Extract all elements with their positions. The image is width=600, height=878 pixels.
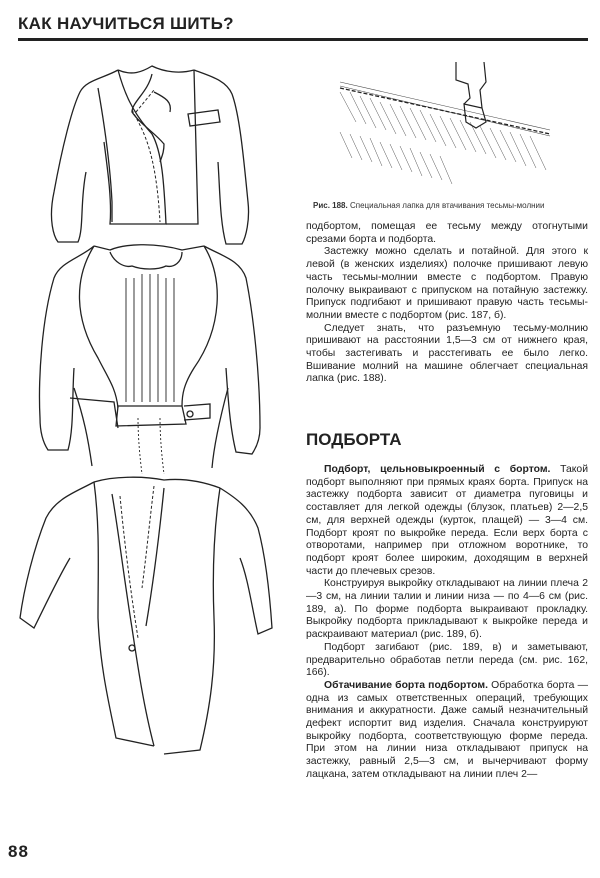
paragraph: [306, 464, 588, 578]
paragraph: [306, 680, 588, 782]
paragraph-body: Такой подборт выполняют при прямых краях борта. Припуск на застежку подборта зависит от диаметра пуговицы и составляет для легкой одежды (блузок, платьев) 2—2,5 см, для верхней одежды (курток, плащей) — 3—4 см. Подборт кроят по выкройке переда. Если верх борта с отворотами, например при отложном воротнике, то подборт кроят более широким, доходящим в верхней части до плечевых срезов.: [306, 464, 588, 577]
figure-caption-label: Рис. 188.: [313, 201, 348, 210]
header-rule: [18, 38, 588, 41]
paragraph-lead: Обтачивание борта подбортом.: [324, 679, 488, 691]
figure-caption: [313, 201, 593, 210]
body-text-section: [306, 464, 588, 782]
jacket-illustration-3: [14, 468, 300, 768]
paragraph: подбортом, помещая ее тесьму между отогнутыми срезами борта и подборта.: [306, 221, 588, 245]
body-text-top: [306, 221, 588, 386]
paragraph: Следует знать, что разъемную тесьму-молнию пришивают на расстоянии 1,5—3 см от нижнего края, чтобы застегивать и расстегивать ее было легко. Вшивание молний на машине облегчает специальная лапка (рис. 188).: [306, 322, 588, 385]
jacket-illustration-2: [14, 238, 300, 478]
sewing-foot-figure: [336, 62, 586, 196]
paragraph-lead: Подборт, цельновыкроенный с бортом.: [324, 464, 551, 475]
figure-caption-text: Специальная лапка для втачивания тесьмы-молнии: [349, 201, 545, 210]
paragraph: Подборт загибают (рис. 189, в) и заметывают, предварительно обработав петли переда (см. рис. 162, 166).: [306, 641, 588, 679]
page-number: 88: [8, 842, 29, 861]
paragraph: Застежку можно сделать и потайной. Для этого к левой (в женских изделиях) полочке пришивают левую часть тесьмы-молнии вместе с подбортом. Правую полочку выкраивают с припуском на потайную застежку. Припуск подгибают и пришивают правую часть тесьмы-молнии вместе с подбортом (рис. 187, б).: [306, 246, 588, 321]
paragraph: Конструируя выкройку откладывают на линии плеча 2—3 см, на линии талии и линии низа — по 4—6 см (рис. 189, а). По форме подборта выкраивают прокладку. Выкройку подборта прикладывают к выкройке переда и раскраивают материал (рис. 189, б).: [306, 578, 588, 641]
jacket-illustration-1: [14, 52, 300, 258]
section-heading: ПОДБОРТА: [306, 430, 402, 449]
running-header: КАК НАУЧИТЬСЯ ШИТЬ?: [18, 14, 234, 33]
paragraph-body: Обработка борта — одна из самых ответственных операций, требующих внимания и аккуратности. Даже самый незначительный дефект испортит вид изделия. Сначала конструируют выкройку подборта, соответствующую форме переда. При этом на линии низа откладывают припуск на застежку, равный 2,5—3 см, и вычерчивают форму лацкана, затем откладывают на линии плеч 2—: [306, 679, 588, 780]
